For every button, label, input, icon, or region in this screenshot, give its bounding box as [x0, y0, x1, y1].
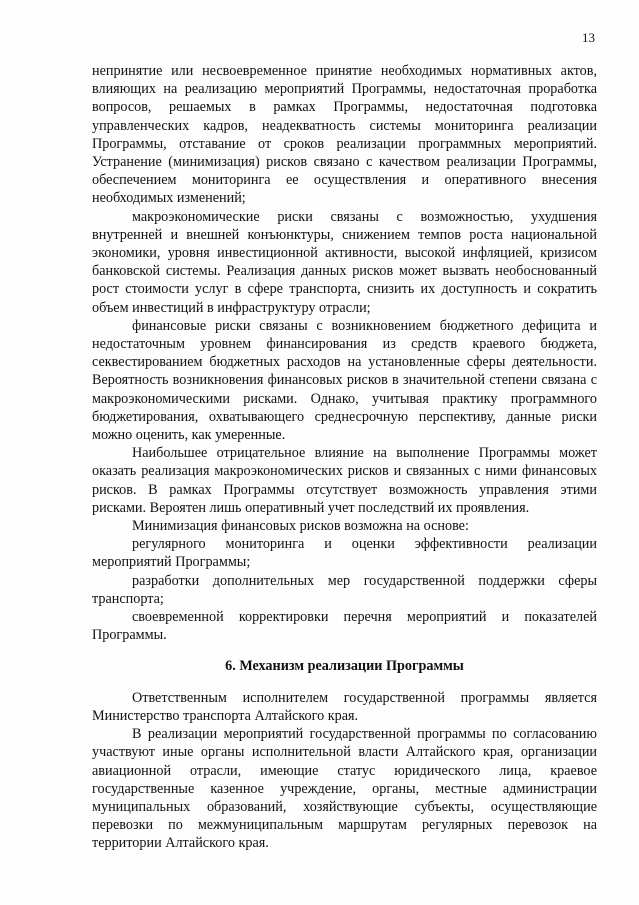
paragraph-risk-impact: Наибольшее отрицательное влияние на выполнение Программы может оказать реализация макроэкономических рисков и связанных с ними финансовых рисков. В рамках Программы отсутствует возможность управления этими рисками. Вероятен лишь оперативный учет последствий их проявления. [92, 445, 597, 516]
paragraph-financial-risks: финансовые риски связаны с возникновением бюджетного дефицита и недостаточным уровнем финансирования из средств краевого бюджета, секвестированием бюджетных расходов на установленные сферы деятельности. Вероятность возникновения финансовых рисков в значительной степени связана с макроэкономическими рисками. Однако, учитывая практику программного бюджетирования, охватывающего среднесрочную перспективу, данные риски можно оценить, как умеренные. [92, 317, 597, 444]
paragraph-minimization-support: разработки дополнительных мер государственной поддержки сферы транспорта; [92, 572, 597, 607]
paragraph-legal-risks: непринятие или несвоевременное принятие необходимых нормативных актов, влияющих на реализацию мероприятий Программы, недостаточная проработка вопросов, решаемых в рамках Программы, недостаточная подготовка управленческих кадров, неадекватность системы мониторинга реализации Программы, отставание от сроков реализации программных мероприятий. Устранение (минимизация) рисков связано с качеством реализации Программы, обеспечением мониторинга ее осуществления и оперативного внесения необходимых изменений; [92, 63, 597, 207]
risk-paragraphs [92, 62, 597, 645]
section-heading: 6. Механизм реализации Программы [225, 657, 464, 674]
page-number: 13 [582, 30, 595, 45]
paragraph-minimization-correction: своевременной корректировки перечня мероприятий и показателей Программы. [92, 609, 597, 644]
paragraph-minimization-monitoring: регулярного мониторинга и оценки эффективности реализации мероприятий Программы; [92, 536, 597, 571]
document-body [92, 62, 597, 853]
paragraph-minimization-intro: Минимизация финансовых рисков возможна на основе: [132, 518, 469, 535]
mechanism-paragraphs [92, 689, 597, 853]
paragraph-participants: В реализации мероприятий государственной программы по согласованию участвуют иные органы исполнительной власти Алтайского края, организации авиационной отрасли, имеющие статус юридического лица, краевое государственные казенное учреждение, органы, местные администрации муниципальных образований, хозяйствующие субъекты, осуществляющие перевозки по межмуниципальным маршрутам регулярных перевозок на территории Алтайского края. [92, 726, 597, 852]
paragraph-responsible-executor: Ответственным исполнителем государственной программы является Министерство транспорта Алтайского края. [92, 689, 597, 724]
paragraph-macroeconomic-risks: макроэкономические риски связаны с возможностью, ухудшения внутренней и внешней конъюнктуры, снижением темпов роста национальной экономики, уровня инвестиционной активности, высокой инфляцией, кризисом банковской системы. Реализация данных рисков может вызвать необоснованный рост стоимости услуг в сфере транспорта, снизить их доступность и сократить объем инвестиций в инфраструктуру отрасли; [92, 208, 597, 316]
